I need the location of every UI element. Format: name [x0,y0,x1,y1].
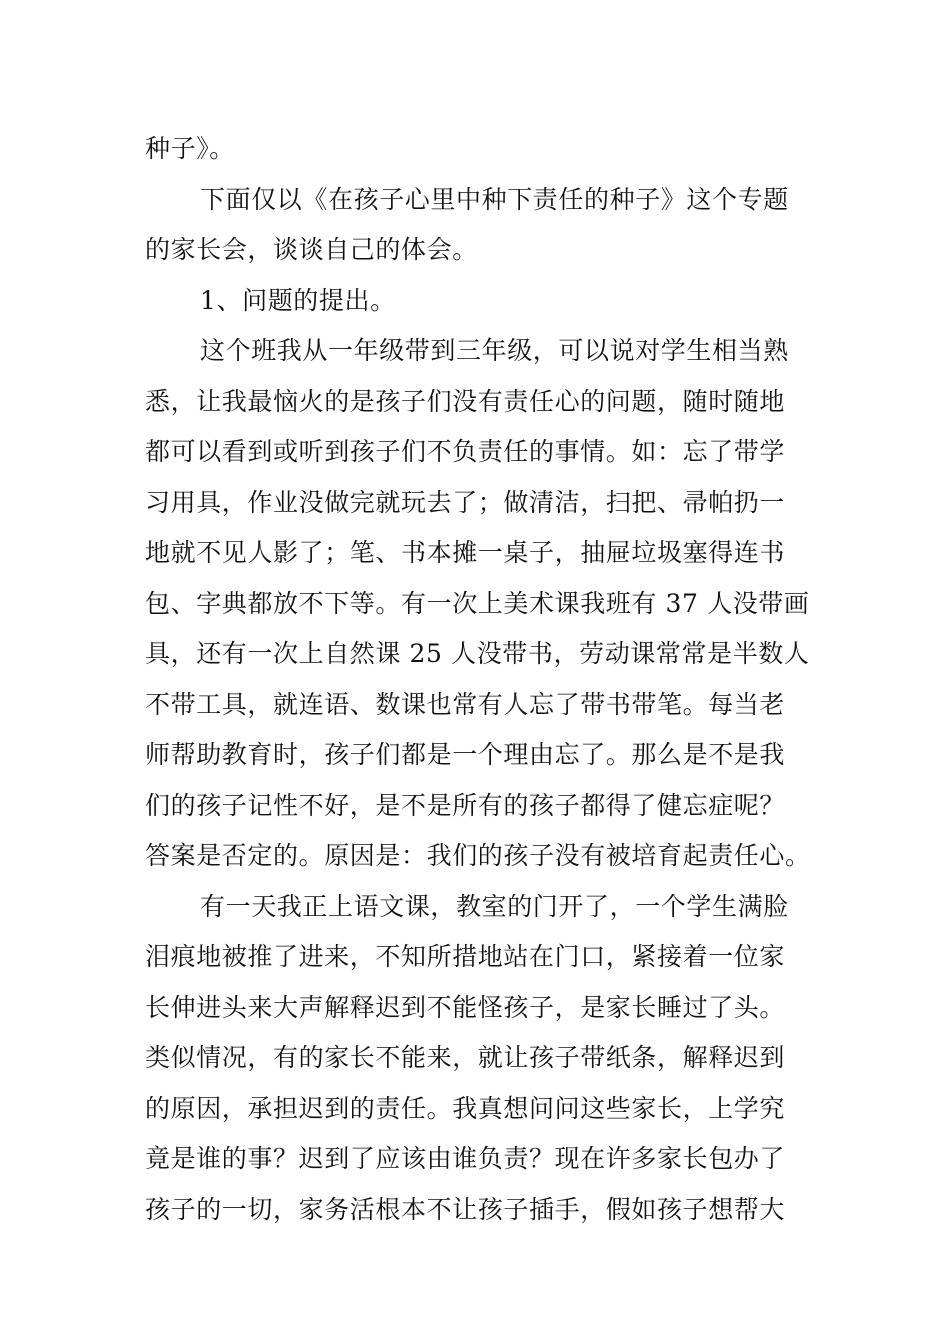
text-line: 长伸进头来大声解释迟到不能怪孩子，是家长睡过了头。 [145,992,786,1022]
text-line: 的原因，承担迟到的责任。我真想问问这些家长，上学究 [145,1093,786,1123]
paragraph-3 [145,326,809,882]
paragraph-1 [145,124,809,175]
text-line: 类似情况，有的家长不能来，就让孩子带纸条，解释迟到 [145,1043,786,1072]
text-line: 悉，让我最恼火的是孩子们没有责任心的问题，随时随地 [145,386,786,416]
paragraph-4 [145,882,809,1236]
text-line: 不带工具，就连语、数课也常有人忘了带书带笔。每当老 [145,689,786,719]
text-line: 包、字典都放不下等。有一次上美术课我班有 37 人没带画 [145,588,810,618]
text-line: 地就不见人影了；笔、书本摊一桌子，抽屉垃圾塞得连书 [145,538,786,567]
text-line: 具，还有一次上自然课 25 人没带书，劳动课常常是半数人 [145,639,810,668]
text-line: 种子》。 [145,134,235,163]
paragraph-2 [145,175,809,276]
text-line: 1、问题的提出。 [200,285,396,315]
text-line: 孩子的一切，家务活根本不让孩子插手，假如孩子想帮大 [145,1194,786,1224]
text-line: 师帮助教育时，孩子们都是一个理由忘了。那么是不是我 [145,740,786,769]
document-body [145,124,809,1235]
text-line: 习用具，作业没做完就玩去了；做清洁，扫把、帚帕扔一 [145,487,786,517]
text-line: 这个班我从一年级带到三年级，可以说对学生相当熟 [200,336,789,365]
text-line: 们的孩子记性不好，是不是所有的孩子都得了健忘症呢？ [145,790,786,820]
text-line: 竟是谁的事？迟到了应该由谁负责？现在许多家长包办了 [145,1144,786,1173]
text-line: 答案是否定的。原因是：我们的孩子没有被培育起责任心。 [145,841,811,870]
text-line: 的家长会，谈谈自己的体会。 [145,235,478,264]
section-heading [145,276,809,327]
text-line: 有一天我正上语文课，教室的门开了，一个学生满脸 [200,891,789,921]
text-line: 下面仅以《在孩子心里中种下责任的种子》这个专题 [200,184,789,214]
text-line: 泪痕地被推了进来，不知所措地站在门口，紧接着一位家 [145,942,786,971]
text-line: 都可以看到或听到孩子们不负责任的事情。如：忘了带学 [145,437,786,466]
